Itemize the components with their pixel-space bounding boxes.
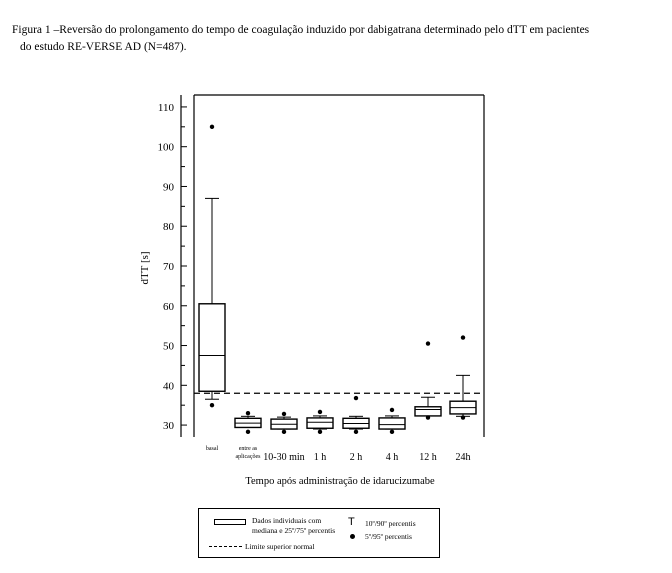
legend-whisker-symbol: T	[348, 516, 355, 528]
box-group	[415, 341, 441, 419]
x-tick-label: aplicações	[235, 454, 261, 460]
y-tick-label: 70	[163, 261, 174, 273]
percentile-95-dot	[461, 335, 465, 339]
x-tick-label: 4 h	[385, 452, 399, 463]
legend-ref-swatch	[209, 546, 242, 547]
box-group	[450, 335, 476, 419]
y-axis-label: dTT [s]	[139, 251, 151, 285]
legend-dot-icon	[350, 534, 355, 539]
percentile-95-dot	[246, 411, 250, 415]
legend-box-label-2: mediana e 25º/75º percentis	[252, 526, 336, 535]
percentile-95-dot	[210, 125, 214, 129]
y-tick-label: 50	[163, 340, 174, 353]
legend-box-label-1: Dados individuais com	[252, 516, 322, 525]
x-tick-label: 1 h	[313, 452, 327, 463]
box-group	[199, 125, 225, 408]
x-axis-tick-labels	[206, 446, 471, 463]
percentile-5-dot	[390, 430, 394, 434]
x-tick-label: 10-30 min	[263, 452, 305, 463]
iqr-box	[307, 418, 333, 428]
caption-line-2: do estudo RE-VERSE AD (N=487).	[20, 41, 187, 53]
box-series	[199, 125, 476, 434]
percentile-5-dot	[354, 430, 358, 434]
x-tick-label: 2 h	[349, 452, 363, 463]
percentile-95-dot	[282, 412, 286, 416]
legend-ref-label: Limite superior normal	[245, 542, 315, 551]
x-axis-label: Tempo após administração de idarucizumabe	[245, 476, 435, 487]
x-tick-label: 12 h	[419, 452, 437, 463]
x-tick-label: entre as	[238, 446, 258, 452]
percentile-5-dot	[461, 415, 465, 419]
percentile-95-dot	[354, 396, 358, 400]
box-group	[379, 408, 405, 434]
percentile-5-dot	[282, 430, 286, 434]
caption-line-1: Figura 1 –Reversão do prolongamento do tempo de coagulação induzido por dabigatrana determinado pelo dTT em pacientes	[12, 24, 590, 36]
legend-dot-label: 5º/95º percentis	[365, 532, 412, 541]
percentile-5-dot	[426, 415, 430, 419]
percentile-95-dot	[318, 410, 322, 414]
percentile-95-dot	[426, 341, 430, 345]
y-tick-label: 110	[157, 101, 174, 114]
y-tick-label: 90	[163, 181, 174, 194]
x-tick-label: 24h	[455, 452, 471, 463]
box-group	[343, 396, 369, 434]
y-tick-label: 40	[163, 380, 174, 393]
legend-whisker-label: 10º/90º percentis	[365, 519, 416, 528]
y-axis	[158, 95, 188, 437]
percentile-5-dot	[318, 430, 322, 434]
legend	[198, 508, 440, 558]
y-tick-label: 80	[163, 221, 174, 234]
box-group	[271, 412, 297, 434]
x-tick-label: basal	[205, 446, 219, 452]
y-tick-label: 60	[163, 300, 174, 313]
box-group	[307, 410, 333, 434]
percentile-5-dot	[246, 430, 250, 434]
iqr-box	[379, 418, 405, 429]
iqr-box	[415, 407, 441, 416]
legend-box-swatch	[214, 519, 246, 525]
y-tick-label: 100	[157, 141, 174, 154]
percentile-5-dot	[210, 403, 214, 407]
plot-frame	[194, 95, 484, 437]
percentile-95-dot	[390, 408, 394, 412]
box-group	[235, 411, 261, 434]
iqr-box	[199, 304, 225, 391]
y-tick-label: 30	[163, 420, 174, 433]
